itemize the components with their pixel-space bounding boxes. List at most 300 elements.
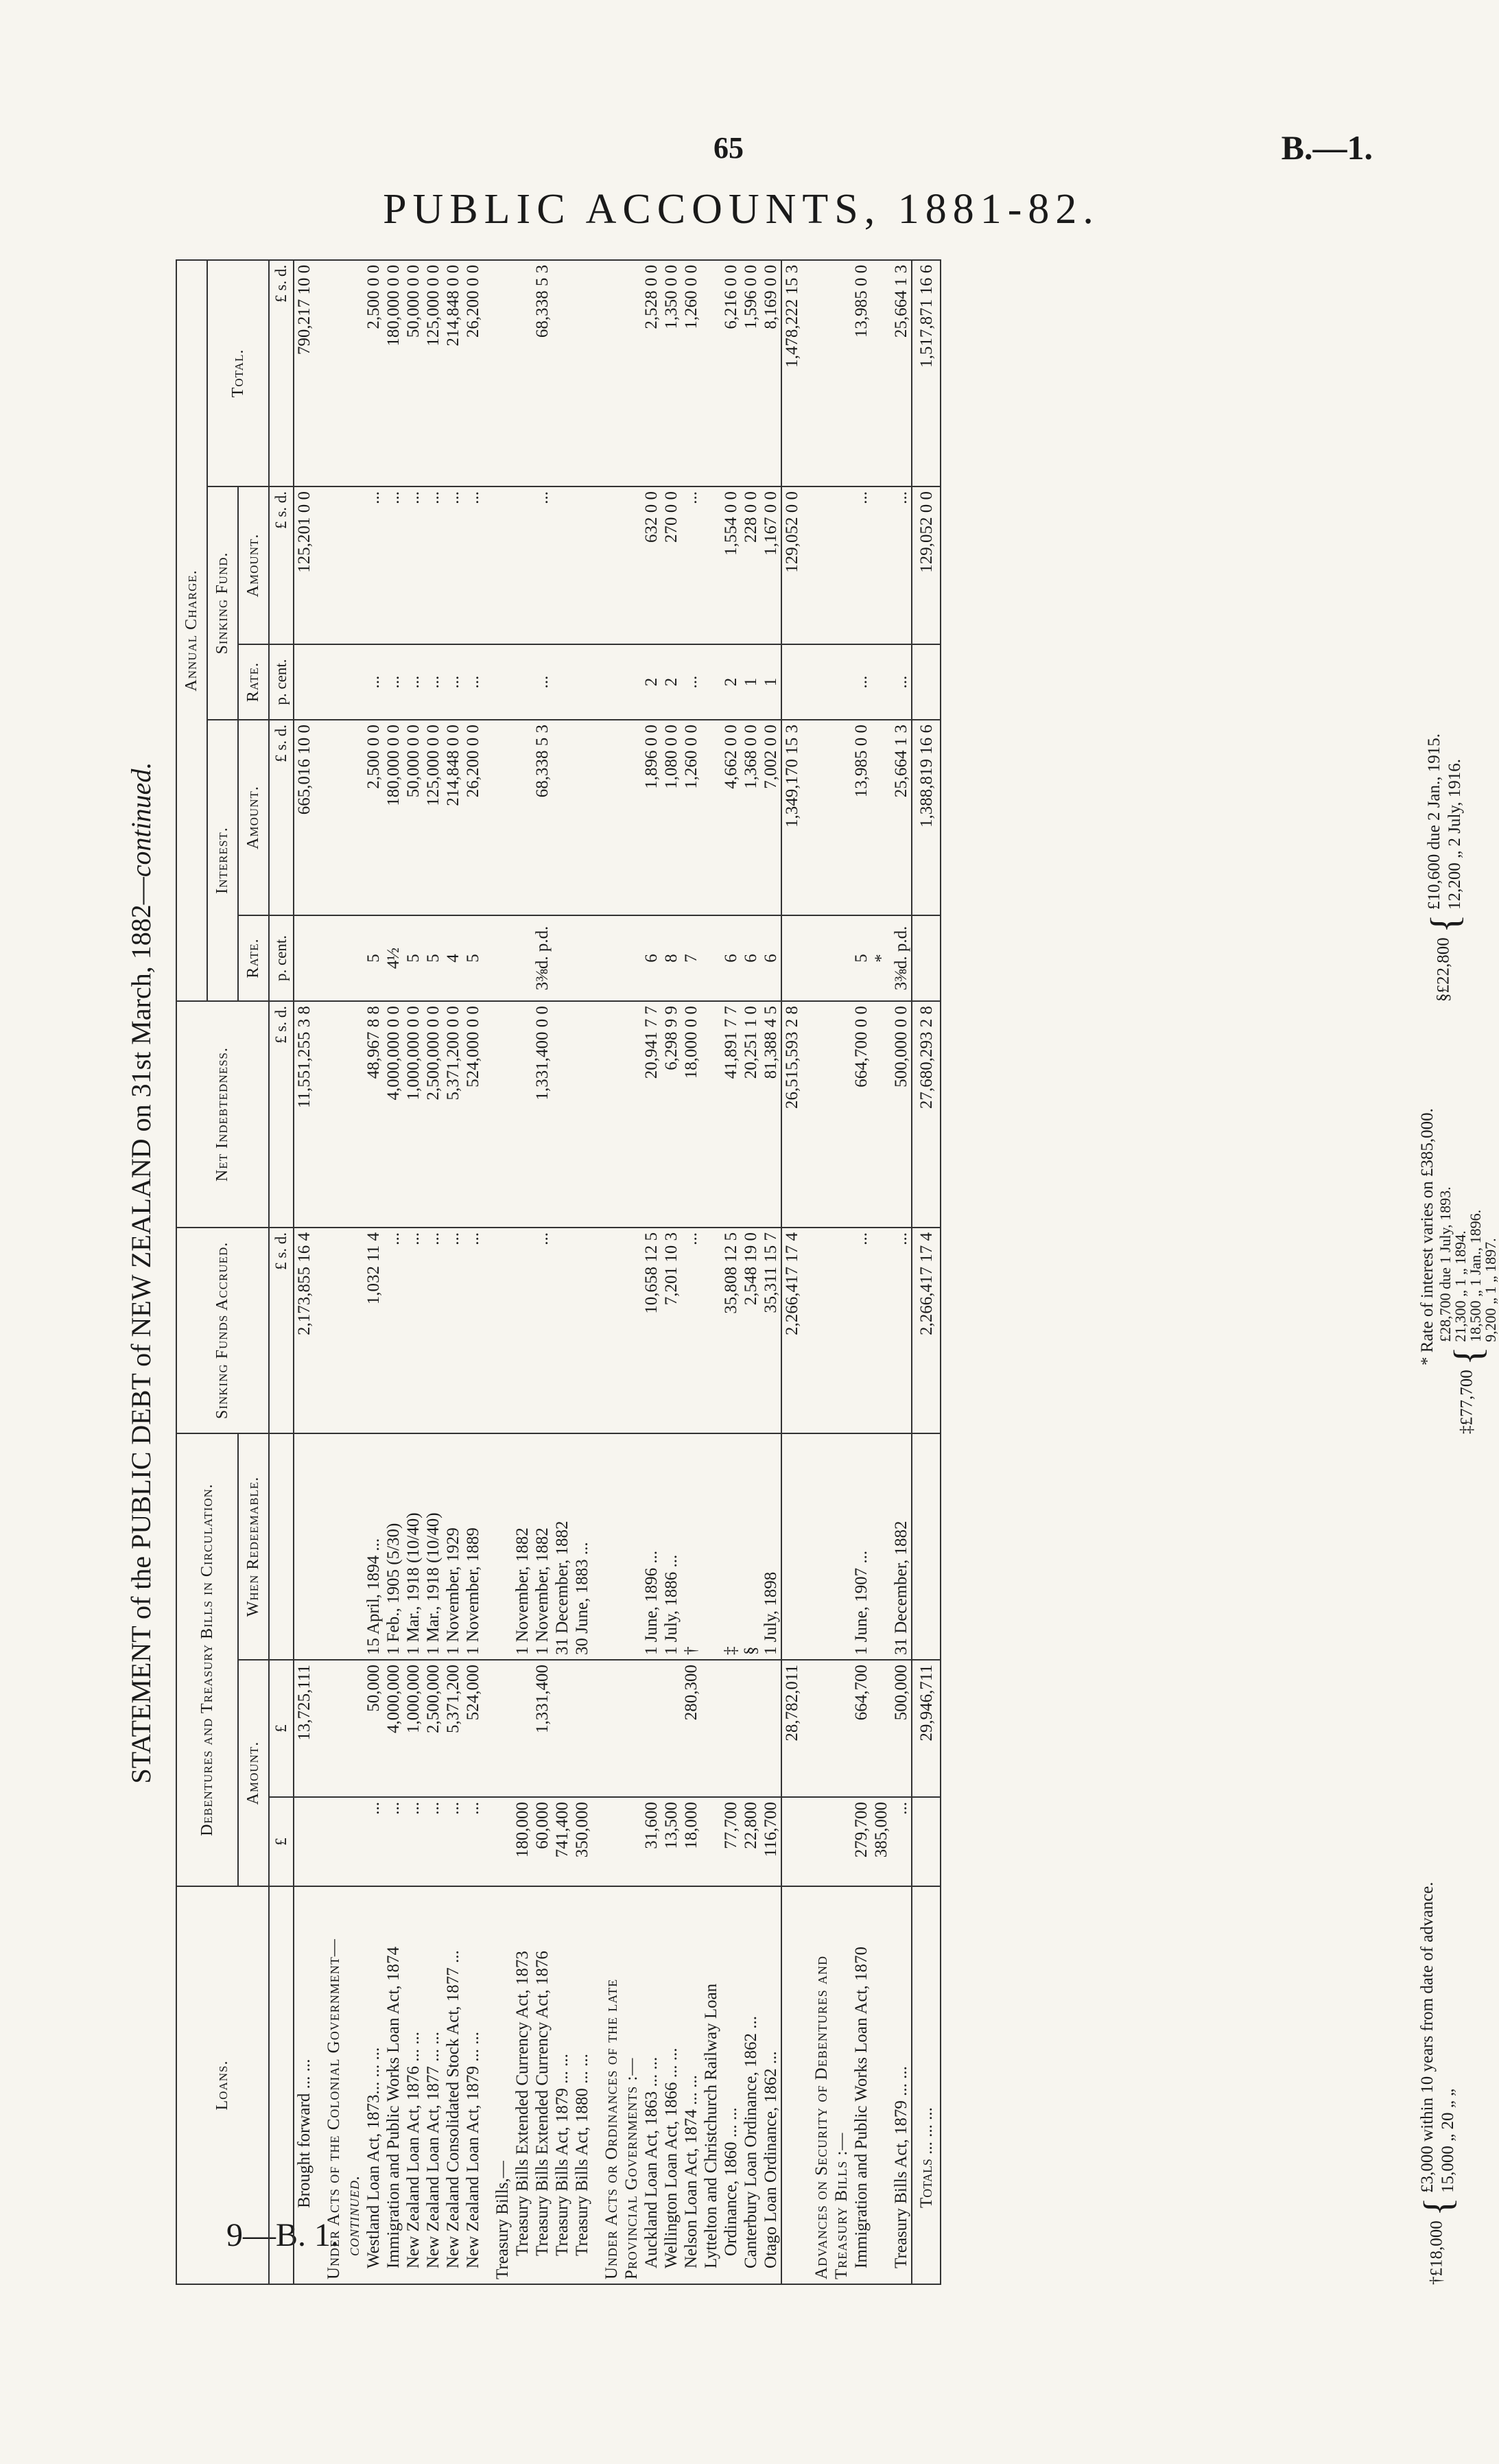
units-pound-a: £ xyxy=(269,1797,294,1886)
table-row xyxy=(383,260,403,2284)
sinking-amount: ... xyxy=(364,486,383,644)
amount-detail xyxy=(493,1797,512,1886)
amount-detail xyxy=(344,1797,364,1886)
total-charge: 6,216 0 0 xyxy=(721,260,741,486)
interest-amount xyxy=(493,720,512,915)
amount-detail: ... xyxy=(423,1797,443,1886)
amount-total: 13,725,111 xyxy=(294,1660,314,1797)
amount-detail xyxy=(781,1797,802,1886)
footnote-ddagger-line: 18,500 „ 1 Jan., 1896. xyxy=(1467,1209,1484,1342)
spacer-cell xyxy=(802,1660,812,1797)
spacer-cell xyxy=(592,1886,602,2284)
amount-total: 524,000 xyxy=(463,1660,483,1797)
amount-total xyxy=(741,1660,761,1797)
amount-total xyxy=(512,1660,532,1797)
total-charge xyxy=(493,260,512,486)
interest-rate: 6 xyxy=(741,915,761,1001)
when-redeemable xyxy=(344,1433,364,1660)
interest-amount: 4,662 0 0 xyxy=(721,720,741,915)
amount-detail: ... xyxy=(364,1797,383,1886)
amount-detail: 60,000 xyxy=(532,1797,552,1886)
sinking-amount xyxy=(622,486,641,644)
spacer-cell xyxy=(592,486,602,644)
sinking-rate: ... xyxy=(851,644,871,720)
interest-amount xyxy=(512,720,532,915)
loan-name: Wellington Loan Act, 1866 ... ... xyxy=(661,1886,681,2284)
col-annual-charge: Annual Charge. xyxy=(176,260,207,1001)
loan-name: Otago Loan Ordinance, 1862 ... xyxy=(761,1886,781,2284)
interest-rate: 3⅜d. p.d. xyxy=(891,915,912,1001)
net-indebtedness: 18,000 0 0 xyxy=(681,1001,701,1228)
page-number: 65 xyxy=(713,131,744,165)
interest-rate: 6 xyxy=(761,915,781,1001)
interest-amount: 665,016 10 0 xyxy=(294,720,314,915)
table-row xyxy=(812,260,831,2284)
sinking-funds-accrued: ... xyxy=(851,1228,871,1433)
interest-rate xyxy=(512,915,532,1001)
net-indebtedness: 41,891 7 7 xyxy=(721,1001,741,1228)
amount-detail: 13,500 xyxy=(661,1797,681,1886)
table-row xyxy=(721,260,741,2284)
sinking-funds-accrued xyxy=(602,1228,622,1433)
net-indebtedness: 664,700 0 0 xyxy=(851,1001,871,1228)
when-redeemable xyxy=(781,1433,802,1660)
total-charge: 2,528 0 0 xyxy=(641,260,661,486)
sinking-amount xyxy=(324,486,344,644)
net-indebtedness: 20,251 1 0 xyxy=(741,1001,761,1228)
table-row xyxy=(403,260,423,2284)
spacer-cell xyxy=(802,1001,812,1228)
when-redeemable: 1 June, 1907 ... xyxy=(851,1433,871,1660)
net-indebtedness: 20,941 7 7 xyxy=(641,1001,661,1228)
sinking-rate xyxy=(622,644,641,720)
net-indebtedness: 524,000 0 0 xyxy=(463,1001,483,1228)
spacer-cell xyxy=(592,1433,602,1660)
total-charge: 26,200 0 0 xyxy=(463,260,483,486)
interest-rate: * xyxy=(871,915,891,1001)
amount-detail xyxy=(701,1797,721,1886)
amount-total: 4,000,000 xyxy=(383,1660,403,1797)
amount-total xyxy=(661,1660,681,1797)
amount-total xyxy=(493,1660,512,1797)
footnote-section-amount: §£22,800 xyxy=(1434,937,1453,1002)
total-charge: 8,169 0 0 xyxy=(761,260,781,486)
sinking-rate xyxy=(493,644,512,720)
footnotes xyxy=(1415,261,1499,2285)
sinking-amount: ... xyxy=(423,486,443,644)
footnote-ddagger xyxy=(1417,1108,1498,1434)
amount-detail: 31,600 xyxy=(641,1797,661,1886)
spacer-row xyxy=(314,260,324,2284)
total-charge xyxy=(871,260,891,486)
spacer-cell xyxy=(592,644,602,720)
interest-rate xyxy=(493,915,512,1001)
col-interest-rate: Rate. xyxy=(238,915,269,1001)
spacer-cell xyxy=(802,915,812,1001)
table-row xyxy=(532,260,552,2284)
interest-amount: 25,664 1 3 xyxy=(891,720,912,915)
col-sinking-fund: Sinking Fund. xyxy=(207,486,238,720)
sinking-amount: ... xyxy=(891,486,912,644)
brace-icon: { xyxy=(1422,914,1467,933)
when-redeemable xyxy=(493,1433,512,1660)
sinking-funds-accrued xyxy=(572,1228,592,1433)
net-indebtedness: 26,515,593 2 8 xyxy=(781,1001,802,1228)
net-indebtedness: 500,000 0 0 xyxy=(891,1001,912,1228)
sinking-amount xyxy=(552,486,572,644)
amount-detail xyxy=(831,1797,851,1886)
col-when-redeemable: When Redeemable. xyxy=(238,1433,269,1660)
table-row xyxy=(831,260,851,2284)
net-indebtedness: 6,298 9 9 xyxy=(661,1001,681,1228)
footnote-ddagger-line: 9,200 „ 1 „ 1897. xyxy=(1482,1238,1499,1342)
amount-total: 29,946,711 xyxy=(912,1660,941,1797)
sinking-rate xyxy=(552,644,572,720)
when-redeemable: 1 November, 1882 xyxy=(512,1433,532,1660)
when-redeemable: 1 Mar., 1918 (10/40) xyxy=(403,1433,423,1660)
page-code: B.—1. xyxy=(1281,128,1373,167)
amount-total xyxy=(721,1660,741,1797)
loan-name: Canterbury Loan Ordinance, 1862 ... xyxy=(741,1886,761,2284)
total-charge xyxy=(812,260,831,486)
interest-amount: 1,388,819 16 6 xyxy=(912,720,941,915)
amount-detail: ... xyxy=(443,1797,463,1886)
spacer-row xyxy=(802,260,812,2284)
interest-rate: 5 xyxy=(423,915,443,1001)
sinking-rate: ... xyxy=(463,644,483,720)
sinking-funds-accrued: ... xyxy=(681,1228,701,1433)
sinking-funds-accrued: 2,548 19 0 xyxy=(741,1228,761,1433)
spacer-cell xyxy=(592,915,602,1001)
amount-total: 2,500,000 xyxy=(423,1660,443,1797)
interest-amount xyxy=(871,720,891,915)
interest-rate: 4 xyxy=(443,915,463,1001)
sinking-funds-accrued xyxy=(622,1228,641,1433)
when-redeemable xyxy=(812,1433,831,1660)
net-indebtedness xyxy=(572,1001,592,1228)
footnote-section xyxy=(1424,734,1465,1002)
net-indebtedness xyxy=(602,1001,622,1228)
when-redeemable xyxy=(294,1433,314,1660)
spacer-cell xyxy=(802,260,812,486)
sinking-funds-accrued: 2,266,417 17 4 xyxy=(912,1228,941,1433)
when-redeemable xyxy=(912,1433,941,1660)
sinking-amount xyxy=(602,486,622,644)
interest-rate: 3⅜d. p.d. xyxy=(532,915,552,1001)
interest-amount: 125,000 0 0 xyxy=(423,720,443,915)
table-row xyxy=(871,260,891,2284)
when-redeemable xyxy=(622,1433,641,1660)
sinking-amount: 125,201 0 0 xyxy=(294,486,314,644)
total-charge: 1,350 0 0 xyxy=(661,260,681,486)
col-debentures-group: Debentures and Treasury Bills in Circulation. xyxy=(176,1433,238,1886)
footnote-dagger-line: 15,000 „ 20 „ „ xyxy=(1439,2088,1457,2193)
spacer-cell xyxy=(802,1886,812,2284)
col-total: Total. xyxy=(207,260,269,486)
total-charge xyxy=(324,260,344,486)
signature-mark: 9—B. 1. xyxy=(226,2217,340,2253)
sinking-funds-accrued: ... xyxy=(443,1228,463,1433)
footnote-dagger-lines xyxy=(1417,1882,1459,2193)
interest-amount: 1,349,170 15 3 xyxy=(781,720,802,915)
table-row xyxy=(641,260,661,2284)
sinking-funds-accrued: ... xyxy=(403,1228,423,1433)
footnote-star: * Rate of interest varies on £385,000. xyxy=(1418,1108,1437,1365)
sinking-amount xyxy=(812,486,831,644)
sinking-funds-accrued: ... xyxy=(463,1228,483,1433)
sinking-amount: 1,167 0 0 xyxy=(761,486,781,644)
units-lsd-net: £ s. d. xyxy=(269,1001,294,1228)
units-pct-int: p. cent. xyxy=(269,915,294,1001)
interest-amount: 180,000 0 0 xyxy=(383,720,403,915)
amount-detail: 180,000 xyxy=(512,1797,532,1886)
net-indebtedness xyxy=(831,1001,851,1228)
total-charge: 13,985 0 0 xyxy=(851,260,871,486)
sinking-rate: 2 xyxy=(721,644,741,720)
spacer-cell xyxy=(483,644,493,720)
net-indebtedness: 27,680,293 2 8 xyxy=(912,1001,941,1228)
amount-detail: ... xyxy=(463,1797,483,1886)
interest-amount xyxy=(572,720,592,915)
sinking-rate xyxy=(294,644,314,720)
when-redeemable: 1 July, 1898 xyxy=(761,1433,781,1660)
footnote-section-line: £10,600 due 2 Jan., 1915. xyxy=(1425,733,1443,910)
when-redeemable: 1 June, 1896 ... xyxy=(641,1433,661,1660)
when-redeemable: § xyxy=(741,1433,761,1660)
table-row xyxy=(443,260,463,2284)
total-charge: 1,517,871 16 6 xyxy=(912,260,941,486)
table-row xyxy=(493,260,512,2284)
units-lsd-sf: £ s. d. xyxy=(269,1228,294,1433)
table-row xyxy=(781,260,802,2284)
amount-total xyxy=(344,1660,364,1797)
amount-total: 5,371,200 xyxy=(443,1660,463,1797)
spacer-cell xyxy=(483,915,493,1001)
loan-name: Immigration and Public Works Loan Act, 1870 xyxy=(851,1886,871,2284)
sinking-funds-accrued: 35,808 12 5 xyxy=(721,1228,741,1433)
sinking-rate: ... xyxy=(383,644,403,720)
interest-amount: 26,200 0 0 xyxy=(463,720,483,915)
interest-amount xyxy=(324,720,344,915)
statement-title-suffix: continued. xyxy=(126,762,156,878)
net-indebtedness xyxy=(552,1001,572,1228)
sinking-amount xyxy=(871,486,891,644)
loan-name: Lyttelton and Christchurch Railway Loan xyxy=(701,1886,721,2284)
sinking-amount: 1,554 0 0 xyxy=(721,486,741,644)
sinking-funds-accrued xyxy=(493,1228,512,1433)
sinking-funds-accrued xyxy=(831,1228,851,1433)
units-lsd-int: £ s. d. xyxy=(269,720,294,915)
net-indebtedness: 81,388 4 5 xyxy=(761,1001,781,1228)
interest-rate: 5 xyxy=(851,915,871,1001)
amount-detail: 18,000 xyxy=(681,1797,701,1886)
spacer-cell xyxy=(592,260,602,486)
units-lsd-sfamt: £ s. d. xyxy=(269,486,294,644)
amount-total xyxy=(761,1660,781,1797)
total-charge xyxy=(572,260,592,486)
sinking-rate: 1 xyxy=(761,644,781,720)
when-redeemable: 1 November, 1929 xyxy=(443,1433,463,1660)
amount-total: 1,000,000 xyxy=(403,1660,423,1797)
spacer-cell xyxy=(483,1886,493,2284)
sinking-amount xyxy=(572,486,592,644)
loan-name xyxy=(871,1886,891,2284)
sinking-amount: 129,052 0 0 xyxy=(781,486,802,644)
when-redeemable xyxy=(701,1433,721,1660)
sinking-amount xyxy=(701,486,721,644)
loan-name: Brought forward ... ... xyxy=(294,1886,314,2284)
sinking-amount: 228 0 0 xyxy=(741,486,761,644)
net-indebtedness xyxy=(344,1001,364,1228)
spacer-cell xyxy=(314,1797,324,1886)
loan-name: Westland Loan Act, 1873... ... ... xyxy=(364,1886,383,2284)
table-row xyxy=(851,260,871,2284)
table-row xyxy=(294,260,314,2284)
col-sinking-amount: Amount. xyxy=(238,486,269,644)
interest-rate: 8 xyxy=(661,915,681,1001)
when-redeemable: 1 November, 1882 xyxy=(532,1433,552,1660)
spacer-cell xyxy=(314,1433,324,1660)
spacer-cell xyxy=(483,1660,493,1797)
interest-amount: 1,368 0 0 xyxy=(741,720,761,915)
sinking-rate xyxy=(324,644,344,720)
loan-name: Treasury Bills Act, 1879 ... ... xyxy=(891,1886,912,2284)
amount-detail: ... xyxy=(891,1797,912,1886)
net-indebtedness xyxy=(324,1001,344,1228)
units-pct-sf: p. cent. xyxy=(269,644,294,720)
interest-rate xyxy=(812,915,831,1001)
sinking-amount xyxy=(831,486,851,644)
table-row xyxy=(364,260,383,2284)
sinking-rate: ... xyxy=(443,644,463,720)
amount-detail: 741,400 xyxy=(552,1797,572,1886)
sinking-rate xyxy=(831,644,851,720)
interest-rate: 5 xyxy=(364,915,383,1001)
sinking-funds-accrued xyxy=(512,1228,532,1433)
amount-total: 1,331,400 xyxy=(532,1660,552,1797)
loan-name: continued. xyxy=(344,1886,364,2284)
net-indebtedness: 48,967 8 8 xyxy=(364,1001,383,1228)
sinking-rate: ... xyxy=(532,644,552,720)
total-charge: 790,217 10 0 xyxy=(294,260,314,486)
loan-name: New Zealand Loan Act, 1879 ... ... xyxy=(463,1886,483,2284)
spacer-cell xyxy=(802,1797,812,1886)
table-row xyxy=(552,260,572,2284)
spacer-cell xyxy=(314,486,324,644)
spacer-cell xyxy=(314,1001,324,1228)
col-net-indebtedness: Net Indebtedness. xyxy=(176,1001,269,1228)
interest-amount: 50,000 0 0 xyxy=(403,720,423,915)
spacer-cell xyxy=(592,1001,602,1228)
sinking-funds-accrued: 2,173,855 16 4 xyxy=(294,1228,314,1433)
sinking-funds-accrued: ... xyxy=(423,1228,443,1433)
col-amount: Amount. xyxy=(238,1660,269,1886)
spacer-cell xyxy=(314,644,324,720)
units-row xyxy=(269,260,294,2284)
units-pound-b: £ xyxy=(269,1660,294,1797)
sinking-funds-accrued xyxy=(324,1228,344,1433)
net-indebtedness xyxy=(493,1001,512,1228)
amount-total: 664,700 xyxy=(851,1660,871,1797)
sinking-amount: 129,052 0 0 xyxy=(912,486,941,644)
when-redeemable: ‡ xyxy=(721,1433,741,1660)
loan-name: Ordinance, 1860 ... ... xyxy=(721,1886,741,2284)
total-charge: 68,338 5 3 xyxy=(532,260,552,486)
spacer-cell xyxy=(483,1433,493,1660)
sinking-amount: 270 0 0 xyxy=(661,486,681,644)
sinking-amount: ... xyxy=(443,486,463,644)
debt-rows xyxy=(294,260,941,2284)
interest-rate xyxy=(622,915,641,1001)
sinking-rate xyxy=(912,644,941,720)
interest-amount: 7,002 0 0 xyxy=(761,720,781,915)
loan-name: Provincial Governments :— xyxy=(622,1886,641,2284)
sinking-rate: 1 xyxy=(741,644,761,720)
amount-total xyxy=(622,1660,641,1797)
spacer-cell xyxy=(483,1001,493,1228)
interest-rate: 6 xyxy=(641,915,661,1001)
total-charge xyxy=(701,260,721,486)
interest-rate: 5 xyxy=(463,915,483,1001)
loan-name: Advances on Security of Debentures and xyxy=(812,1886,831,2284)
loan-name: Treasury Bills Extended Currency Act, 1873 xyxy=(512,1886,532,2284)
amount-detail: ... xyxy=(403,1797,423,1886)
sinking-amount: ... xyxy=(851,486,871,644)
loan-name: New Zealand Loan Act, 1877 ... ... xyxy=(423,1886,443,2284)
net-indebtedness xyxy=(701,1001,721,1228)
footnote-ddagger-line: 21,300 „ 1 „ 1894. xyxy=(1452,1230,1469,1342)
sinking-funds-accrued: 7,201 10 3 xyxy=(661,1228,681,1433)
sinking-funds-accrued: 1,032 11 4 xyxy=(364,1228,383,1433)
interest-amount: 1,080 0 0 xyxy=(661,720,681,915)
spacer-cell xyxy=(483,720,493,915)
net-indebtedness xyxy=(871,1001,891,1228)
when-redeemable: 15 April, 1894 ... xyxy=(364,1433,383,1660)
total-charge: 125,000 0 0 xyxy=(423,260,443,486)
interest-rate: 7 xyxy=(681,915,701,1001)
spacer-cell xyxy=(802,1228,812,1433)
interest-rate: 4½ xyxy=(383,915,403,1001)
interest-rate xyxy=(912,915,941,1001)
net-indebtedness: 2,500,000 0 0 xyxy=(423,1001,443,1228)
when-redeemable: † xyxy=(681,1433,701,1660)
total-charge: 25,664 1 3 xyxy=(891,260,912,486)
loan-name: New Zealand Loan Act, 1876 ... ... xyxy=(403,1886,423,2284)
when-redeemable: 1 Mar., 1918 (10/40) xyxy=(423,1433,443,1660)
amount-total xyxy=(831,1660,851,1797)
amount-detail: 385,000 xyxy=(871,1797,891,1886)
units-lsd-total: £ s. d. xyxy=(269,260,294,486)
footnote-ddagger-amount: ‡£77,700 xyxy=(1457,1370,1476,1434)
table-row xyxy=(512,260,532,2284)
total-charge: 1,596 0 0 xyxy=(741,260,761,486)
loan-name: Auckland Loan Act, 1863 ... ... xyxy=(641,1886,661,2284)
spacer-cell xyxy=(314,1660,324,1797)
total-charge: 50,000 0 0 xyxy=(403,260,423,486)
interest-rate xyxy=(344,915,364,1001)
interest-amount xyxy=(831,720,851,915)
spacer-cell xyxy=(483,1228,493,1433)
sinking-rate: ... xyxy=(423,644,443,720)
loan-name: Immigration and Public Works Loan Act, 1874 xyxy=(383,1886,403,2284)
col-sinking-funds-accrued: Sinking Funds Accrued. xyxy=(176,1228,269,1433)
spacer-cell xyxy=(483,486,493,644)
sinking-amount: ... xyxy=(532,486,552,644)
brace-icon: { xyxy=(1415,2197,1460,2216)
amount-detail xyxy=(622,1797,641,1886)
amount-total xyxy=(812,1660,831,1797)
net-indebtedness: 11,551,255 3 8 xyxy=(294,1001,314,1228)
